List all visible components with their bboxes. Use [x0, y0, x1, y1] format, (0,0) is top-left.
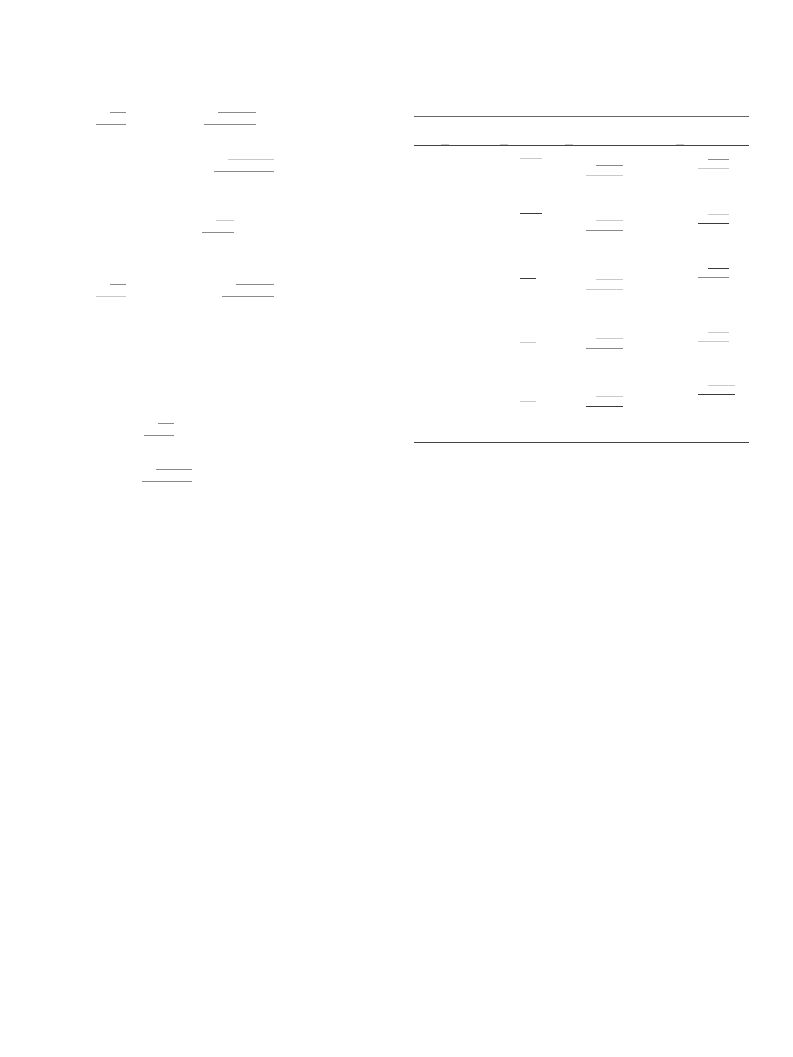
fraction-numerator-bar — [596, 165, 623, 166]
table-row-1-col-1 — [520, 158, 542, 162]
fraction-numerator-bar — [708, 385, 735, 386]
header-tick — [441, 144, 449, 145]
fraction-numerator-bar — [156, 469, 192, 470]
header-tick — [500, 144, 508, 145]
fraction-denominator-bar — [698, 341, 729, 342]
fraction-denominator-bar — [698, 394, 735, 395]
fraction-denominator-bar — [214, 171, 274, 172]
cell-bar — [520, 213, 542, 214]
equation-4-fraction-a — [96, 284, 126, 298]
header-tick — [565, 144, 573, 145]
fraction-numerator-bar — [708, 268, 729, 269]
table-row-1-col-3 — [698, 159, 729, 173]
table-header-rule — [414, 145, 749, 146]
cell-bar — [520, 401, 536, 402]
fraction-denominator-bar — [698, 277, 729, 278]
fraction-denominator-bar — [586, 348, 623, 349]
equation-4-fraction-b — [222, 284, 274, 298]
table-row-2-col-3 — [698, 214, 729, 228]
fraction-numerator-bar — [228, 159, 274, 160]
table-row-3-col-1 — [520, 278, 536, 282]
fraction-denominator-bar — [204, 124, 256, 125]
fraction-denominator-bar — [586, 230, 623, 231]
fraction-numerator-bar — [708, 214, 729, 215]
equation-6-fraction — [142, 469, 192, 483]
fraction-numerator-bar — [110, 112, 126, 113]
fraction-denominator-bar — [222, 296, 274, 297]
fraction-numerator-bar — [216, 220, 234, 221]
table-row-2-col-2 — [586, 220, 623, 234]
fraction-denominator-bar — [96, 296, 126, 297]
fraction-denominator-bar — [586, 406, 623, 407]
fraction-numerator-bar — [596, 396, 623, 397]
fraction-denominator-bar — [698, 168, 729, 169]
table-row-4-col-3 — [698, 332, 729, 346]
fraction-denominator-bar — [202, 232, 234, 233]
fraction-denominator-bar — [142, 481, 192, 482]
table-bottom-rule — [414, 442, 749, 443]
fraction-numerator-bar — [236, 284, 274, 285]
fraction-numerator-bar — [708, 159, 729, 160]
fraction-denominator-bar — [586, 289, 623, 290]
table-row-2-col-1 — [520, 213, 542, 217]
fraction-numerator-bar — [158, 423, 174, 424]
equation-1-fraction-a — [96, 112, 126, 126]
table-row-3-col-2 — [586, 279, 623, 293]
fraction-numerator-bar — [110, 284, 126, 285]
table-row-5-col-2 — [586, 396, 623, 410]
table-row-1-col-2 — [586, 165, 623, 179]
table-row-3-col-3 — [698, 268, 729, 282]
fraction-denominator-bar — [698, 223, 729, 224]
fraction-numerator-bar — [218, 112, 256, 113]
fraction-numerator-bar — [596, 338, 623, 339]
cell-bar — [520, 278, 536, 279]
table-row-5-col-3 — [698, 385, 735, 399]
table-top-rule — [414, 116, 749, 117]
cell-bar — [520, 342, 536, 343]
equation-2-fraction — [214, 159, 274, 173]
table-row-4-col-1 — [520, 342, 536, 346]
cell-bar — [520, 158, 542, 159]
fraction-numerator-bar — [596, 279, 623, 280]
equation-1-fraction-b — [204, 112, 256, 126]
table-row-4-col-2 — [586, 338, 623, 352]
table-row-5-col-1 — [520, 401, 536, 405]
header-tick — [676, 144, 684, 145]
fraction-denominator-bar — [586, 175, 623, 176]
fraction-numerator-bar — [708, 332, 729, 333]
equation-5-fraction — [144, 423, 174, 437]
fraction-denominator-bar — [96, 124, 126, 125]
fraction-numerator-bar — [596, 220, 623, 221]
fraction-denominator-bar — [144, 435, 174, 436]
equation-3-fraction — [202, 220, 234, 234]
